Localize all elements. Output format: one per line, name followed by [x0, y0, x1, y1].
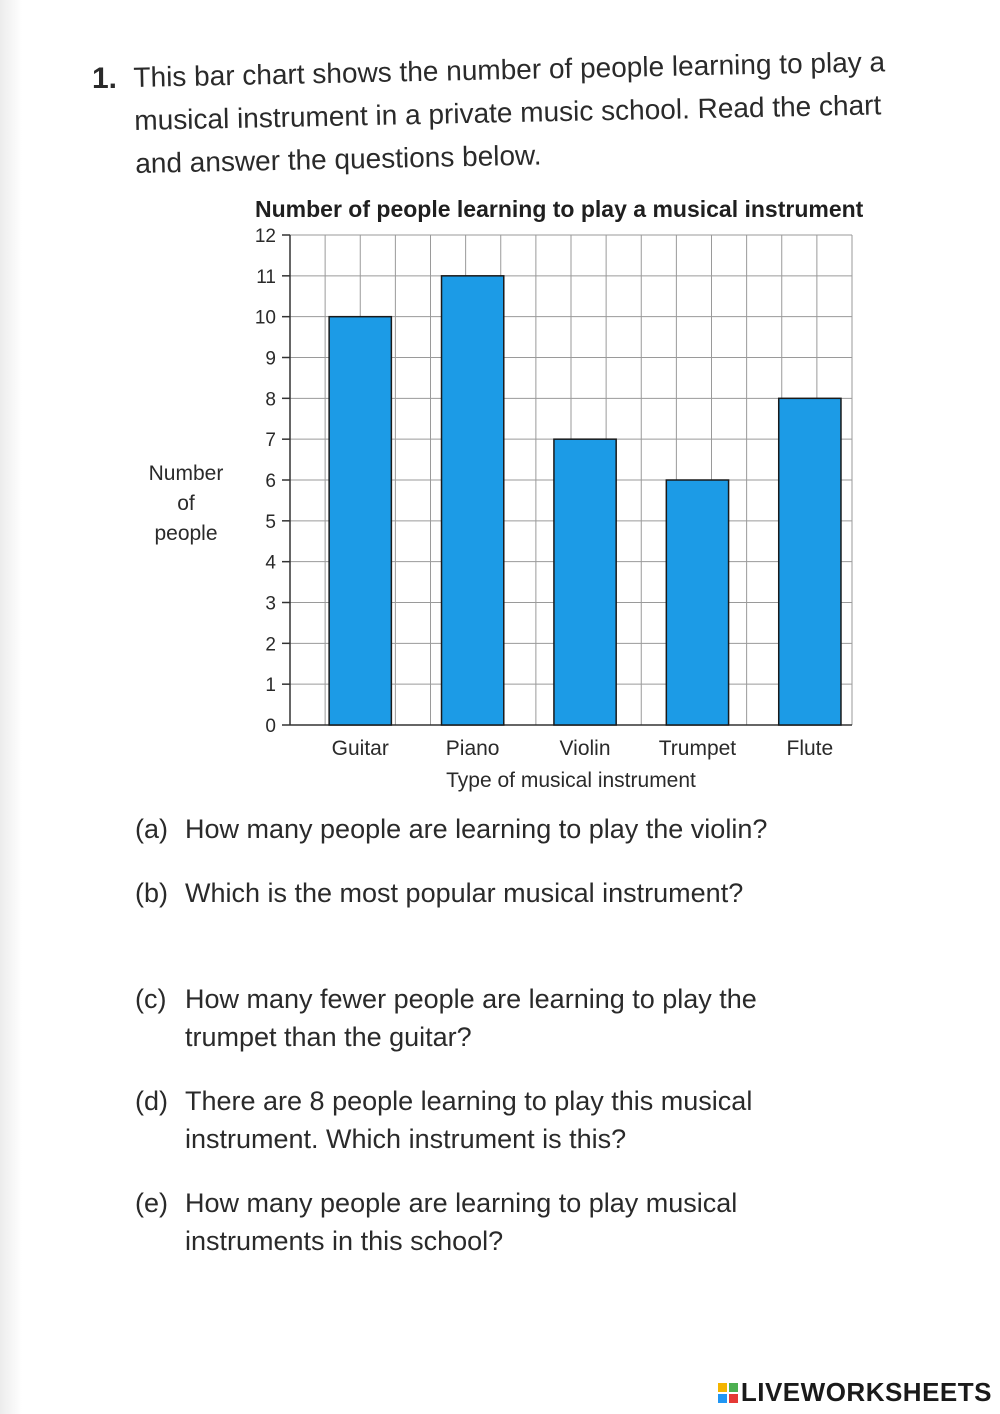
question-text: There are 8 people learning to play this musical instrument. Which instrument is this? [185, 1086, 753, 1154]
y-tick-label: 3 [265, 593, 276, 615]
question-text: How many people are learning to play musical instruments in this school? [185, 1188, 738, 1256]
question-label: (b) [135, 878, 168, 908]
page-edge [0, 0, 22, 1414]
y-tick-label: 5 [265, 511, 276, 533]
logo-square [729, 1394, 738, 1403]
intro-line: musical instrument in a private music school. Read the chart [134, 89, 882, 136]
question-label: (a) [135, 814, 168, 844]
chart-svg [140, 175, 900, 805]
bar-chart [140, 175, 900, 805]
logo-square [718, 1383, 727, 1392]
y-tick-label: 4 [265, 552, 276, 574]
y-tick-label: 7 [265, 430, 276, 452]
question-number: 1. [92, 62, 118, 95]
x-axis-label: Type of musical instrument [446, 769, 696, 792]
chart-title: Number of people learning to play a musical instrument [255, 196, 864, 222]
y-tick-label: 6 [265, 471, 276, 492]
intro-line: and answer the questions below. [134, 139, 542, 179]
y-axis-label-line: Number [148, 462, 224, 485]
y-tick-label: 9 [265, 348, 276, 370]
logo-square [729, 1383, 738, 1392]
question-text: How many people are learning to play the violin? [185, 814, 768, 844]
bar-guitar [329, 317, 391, 725]
y-tick-label: 8 [265, 389, 276, 411]
question-label: (e) [135, 1188, 168, 1218]
question-text: How many fewer people are learning to play the trumpet than the guitar? [185, 984, 757, 1052]
question-label: (d) [135, 1086, 168, 1116]
x-tick-label: Trumpet [658, 737, 737, 760]
y-tick-label: 2 [265, 634, 276, 656]
y-tick-label: 12 [254, 226, 276, 247]
liveworksheets-logo-icon [718, 1383, 738, 1403]
y-tick-label: 10 [254, 307, 276, 329]
intro-line: This bar chart shows the number of people learning to play a [133, 46, 886, 93]
question-text: Which is the most popular musical instrument? [185, 878, 744, 908]
y-tick-label: 1 [265, 675, 276, 697]
bar-trumpet [666, 480, 728, 725]
question-label: (c) [135, 984, 167, 1014]
bar-piano [442, 276, 504, 725]
liveworksheets-watermark [718, 1377, 992, 1408]
x-tick-label: Flute [786, 737, 834, 760]
x-tick-label: Guitar [331, 737, 389, 760]
y-axis-label-line: of [177, 492, 195, 515]
watermark-text: LIVEWORKSHEETS [740, 1377, 992, 1407]
x-tick-label: Violin [559, 737, 611, 760]
y-tick-label: 0 [265, 716, 276, 737]
bar-violin [554, 439, 616, 725]
y-tick-label: 11 [256, 266, 276, 288]
y-axis-label-line: people [154, 522, 218, 545]
bar-flute [779, 398, 841, 725]
x-tick-label: Piano [445, 737, 500, 760]
question-intro [133, 40, 906, 185]
logo-square [718, 1394, 727, 1403]
